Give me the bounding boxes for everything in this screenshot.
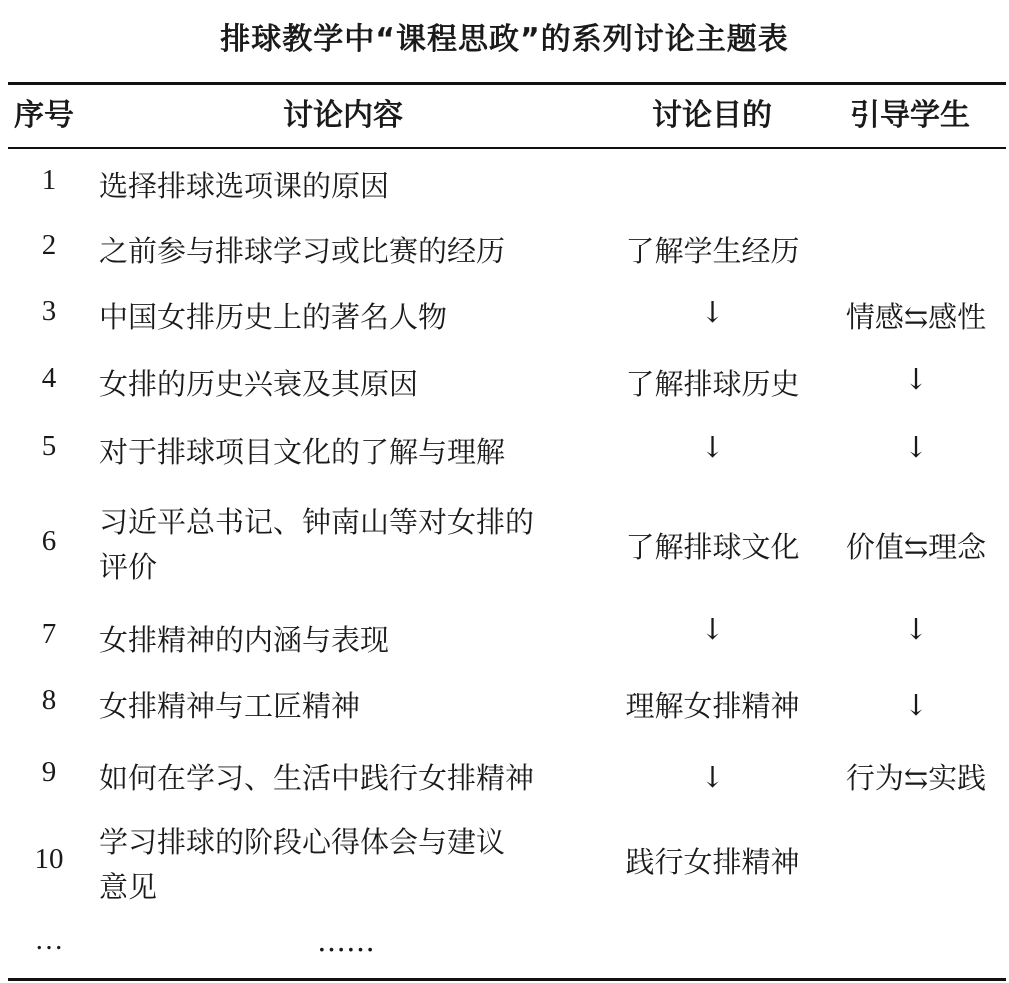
purpose-label: 理解女排精神 bbox=[625, 689, 800, 723]
row-index: 1 bbox=[41, 164, 57, 196]
header-rule bbox=[8, 147, 1006, 149]
down-arrow-icon: ↓ bbox=[700, 612, 725, 646]
down-arrow-icon: ↓ bbox=[903, 430, 929, 464]
bottom-rule bbox=[8, 978, 1006, 981]
row-index: 9 bbox=[41, 756, 57, 788]
purpose-label: 了解排球文化 bbox=[625, 530, 800, 564]
guide-label: 价值⇆理念 bbox=[845, 530, 987, 564]
row-index: 5 bbox=[41, 430, 57, 462]
row-content-line2: 评价 bbox=[99, 550, 158, 584]
row-content-line2: 意见 bbox=[99, 870, 158, 904]
purpose-label: 了解学生经历 bbox=[625, 234, 800, 268]
row-index: 6 bbox=[41, 525, 57, 557]
row-content: 中国女排历史上的著名人物 bbox=[99, 300, 448, 334]
row-content-ellipsis: …… bbox=[317, 924, 375, 958]
header-purpose: 讨论目的 bbox=[652, 98, 772, 133]
guide-label: 行为⇆实践 bbox=[845, 761, 987, 795]
down-arrow-icon: ↓ bbox=[700, 760, 725, 794]
table-title: 排球教学中“课程思政”的系列讨论主题表 bbox=[220, 22, 789, 57]
row-index: … bbox=[34, 924, 64, 956]
down-arrow-icon: ↓ bbox=[700, 295, 725, 329]
row-index: 2 bbox=[41, 229, 57, 261]
row-content: 女排精神的内涵与表现 bbox=[99, 623, 390, 657]
down-arrow-icon: ↓ bbox=[903, 612, 929, 646]
header-index: 序号 bbox=[14, 98, 74, 133]
purpose-label: 了解排球历史 bbox=[625, 367, 800, 401]
guide-label: 情感⇆感性 bbox=[845, 300, 987, 334]
row-content-line1: 习近平总书记、钟南山等对女排的 bbox=[99, 505, 535, 539]
row-index: 7 bbox=[41, 618, 57, 650]
row-content: 如何在学习、生活中践行女排精神 bbox=[99, 761, 535, 795]
row-index: 10 bbox=[34, 843, 64, 875]
row-content: 对于排球项目文化的了解与理解 bbox=[99, 435, 506, 469]
row-index: 8 bbox=[41, 684, 57, 716]
down-arrow-icon: ↓ bbox=[903, 688, 929, 722]
down-arrow-icon: ↓ bbox=[700, 430, 725, 464]
top-rule bbox=[8, 82, 1006, 85]
row-index: 4 bbox=[41, 362, 57, 394]
row-content-line1: 学习排球的阶段心得体会与建议 bbox=[99, 825, 506, 859]
header-content: 讨论内容 bbox=[283, 98, 403, 133]
purpose-label: 践行女排精神 bbox=[625, 845, 800, 879]
row-content: 选择排球选项课的原因 bbox=[99, 169, 390, 203]
row-content: 女排精神与工匠精神 bbox=[99, 689, 361, 723]
down-arrow-icon: ↓ bbox=[903, 362, 929, 396]
header-guide: 引导学生 bbox=[850, 98, 970, 133]
row-content: 之前参与排球学习或比赛的经历 bbox=[99, 234, 506, 268]
row-index: 3 bbox=[41, 295, 57, 327]
row-content: 女排的历史兴衰及其原因 bbox=[99, 367, 419, 401]
